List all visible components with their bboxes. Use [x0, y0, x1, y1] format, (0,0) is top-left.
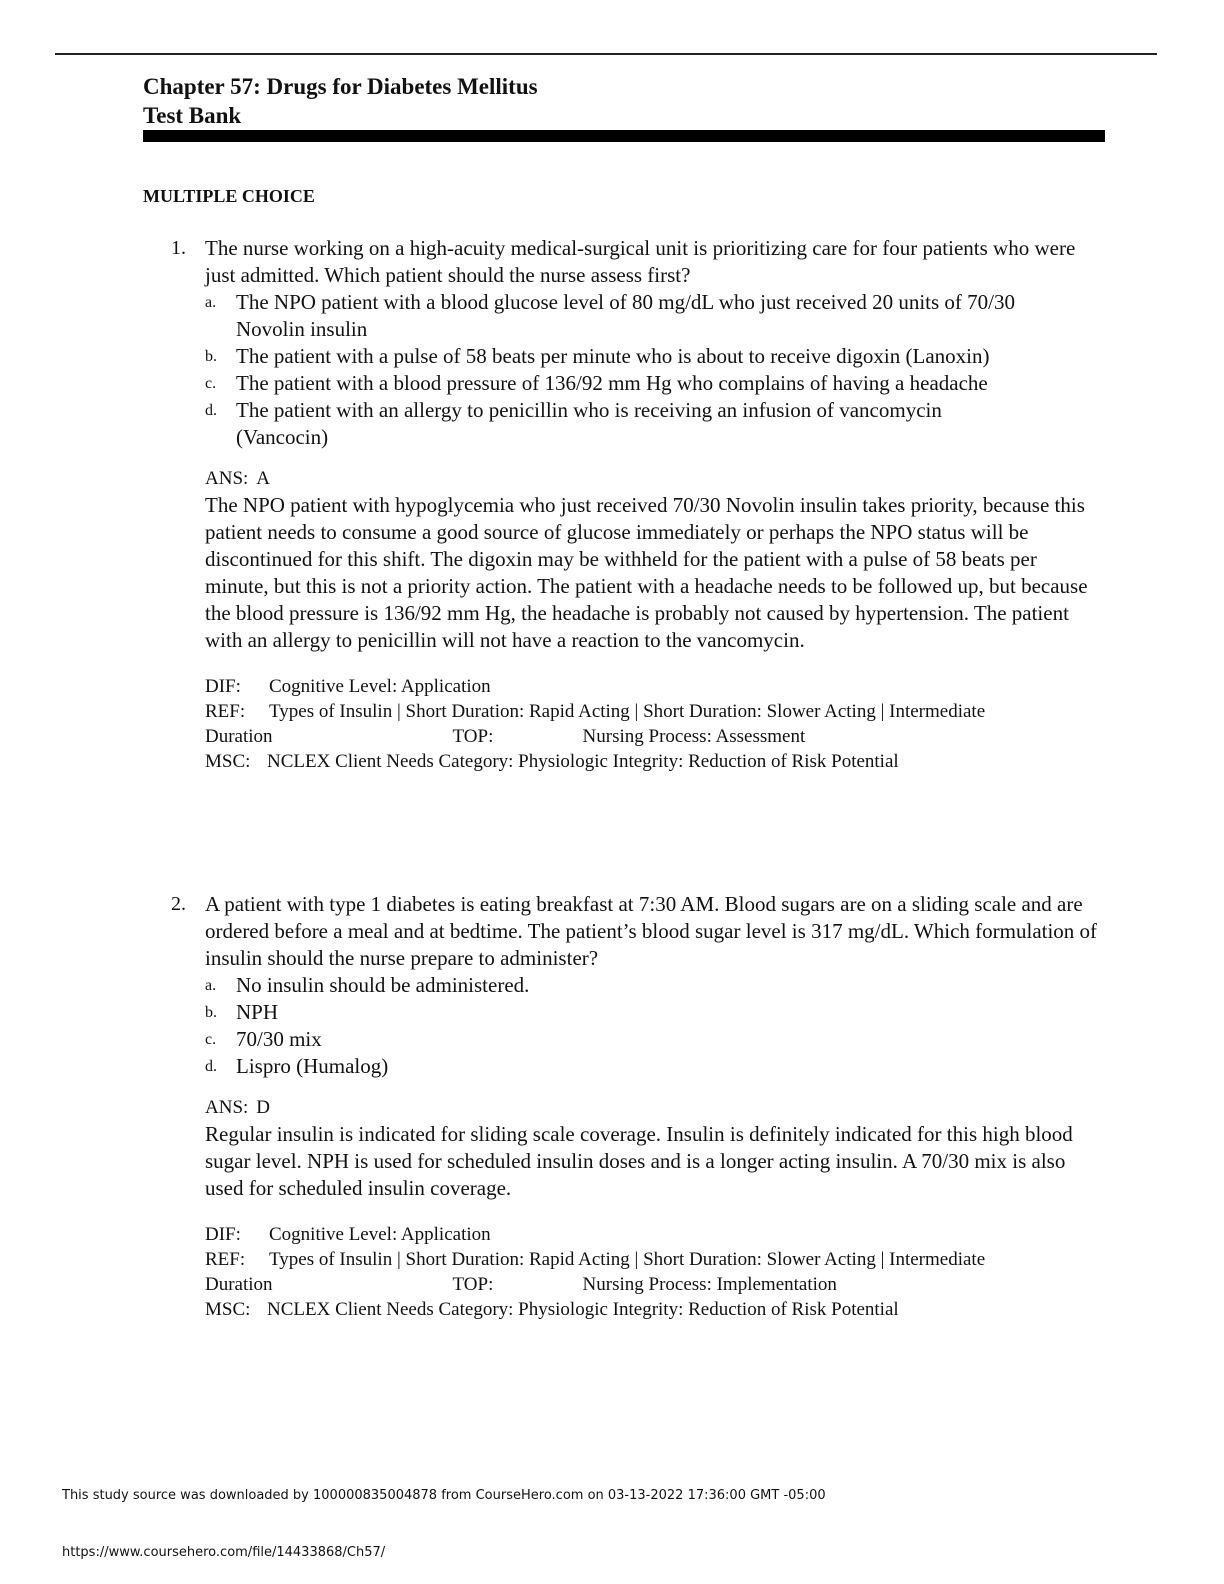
section-heading: MULTIPLE CHOICE — [143, 186, 315, 206]
option-d — [205, 1053, 1105, 1080]
option-text: No insulin should be administered. — [236, 973, 530, 997]
chapter-subtitle: Test Bank — [143, 103, 242, 128]
question-stem: A patient with type 1 diabetes is eating breakfast at 7:30 AM. Blood sugars are on a sliding scale and are ordered before a meal and at bedtime. The patient’s blood sugar level is 317 mg/dL. Which formulation of insulin should the nurse prepare to administer? — [205, 892, 1098, 970]
option-d — [205, 397, 1105, 451]
ref-continued: Duration — [205, 1274, 273, 1295]
title-bar — [143, 130, 1105, 142]
footer-url[interactable]: https://www.coursehero.com/file/14433868/Ch57/ — [62, 1545, 386, 1560]
answer-value: A — [256, 468, 271, 489]
msc-value: NCLEX Client Needs Category: Physiologic Integrity: Reduction of Risk Potential — [267, 1299, 899, 1320]
footer-source-notice: This study source was downloaded by 100000835004878 from CourseHero.com on 03-13-2022 17:36:00 GMT -05:00 — [62, 1488, 826, 1503]
option-letter: b. — [205, 348, 217, 365]
chapter-title: Chapter 57: Drugs for Diabetes Mellitus — [143, 74, 538, 99]
dif-label: DIF: — [205, 1224, 241, 1245]
option-text: The NPO patient with a blood glucose level of 80 mg/dL who just received 20 units of 70/30 Novolin insulin — [236, 290, 1015, 341]
top-label: TOP: — [452, 726, 494, 747]
top-value: Nursing Process: Assessment — [582, 726, 806, 747]
question-number: 1. — [171, 237, 186, 259]
meta-block — [205, 1222, 1105, 1322]
question-1 — [143, 235, 1105, 774]
dif-label: DIF: — [205, 676, 241, 697]
option-text: The patient with a blood pressure of 136/92 mm Hg who complains of having a headache — [236, 371, 988, 395]
option-letter: a. — [205, 977, 217, 994]
option-b — [205, 343, 1105, 370]
msc-value: NCLEX Client Needs Category: Physiologic Integrity: Reduction of Risk Potential — [267, 751, 899, 772]
option-text: Lispro (Humalog) — [236, 1054, 389, 1078]
ref-value: Types of Insulin | Short Duration: Rapid Acting | Short Duration: Slower Acting | Intermediate — [269, 701, 986, 722]
option-letter: d. — [205, 402, 217, 419]
question-2 — [143, 891, 1105, 1322]
dif-value: Cognitive Level: Application — [269, 1224, 491, 1245]
option-text: 70/30 mix — [236, 1027, 322, 1051]
top-value: Nursing Process: Implementation — [582, 1274, 837, 1295]
option-text: NPH — [236, 1000, 279, 1024]
option-a — [205, 289, 1105, 343]
top-label: TOP: — [452, 1274, 494, 1295]
option-letter: b. — [205, 1004, 217, 1021]
ref-label: REF: — [205, 701, 246, 722]
dif-value: Cognitive Level: Application — [269, 676, 491, 697]
option-letter: c. — [205, 375, 217, 392]
rationale: Regular insulin is indicated for sliding scale coverage. Insulin is definitely indicated for this high blood sugar level. NPH is used for scheduled insulin doses and is a longer acting insulin. A 70/30 mix is also used for scheduled insulin coverage. — [205, 1122, 1073, 1200]
answer-label: ANS: — [205, 468, 249, 489]
options-list — [205, 289, 1105, 451]
rationale: The NPO patient with hypoglycemia who just received 70/30 Novolin insulin takes priority, because this patient needs to consume a good source of glucose immediately or perhaps the NPO status will be discontinued for this shift. The digoxin may be withheld for the patient with a pulse of 58 beats per minute, but this is not a priority action. The patient with a headache needs to be followed up, but because the blood pressure is 136/92 mm Hg, the headache is probably not caused by hypertension. The patient with an allergy to penicillin will not have a reaction to the vancomycin. — [205, 493, 1088, 652]
option-text: The patient with a pulse of 58 beats per minute who is about to receive digoxin (Lanoxin) — [236, 344, 990, 368]
option-text: The patient with an allergy to penicillin who is receiving an infusion of vancomycin (Vancocin) — [236, 398, 942, 449]
question-stem: The nurse working on a high-acuity medical-surgical unit is prioritizing care for four patients who were just admitted. Which patient should the nurse assess first? — [205, 236, 1076, 287]
ref-value: Types of Insulin | Short Duration: Rapid Acting | Short Duration: Slower Acting | Intermediate — [269, 1249, 986, 1270]
option-letter: c. — [205, 1031, 217, 1048]
msc-label: MSC: — [205, 751, 251, 772]
answer-label: ANS: — [205, 1097, 249, 1118]
answer-value: D — [256, 1097, 271, 1118]
top-rule — [55, 53, 1157, 55]
option-c — [205, 370, 1105, 397]
meta-block — [205, 674, 1105, 774]
ref-continued: Duration — [205, 726, 273, 747]
msc-label: MSC: — [205, 1299, 251, 1320]
option-letter: d. — [205, 1058, 217, 1075]
option-c — [205, 1026, 1105, 1053]
option-b — [205, 999, 1105, 1026]
ref-label: REF: — [205, 1249, 246, 1270]
question-number: 2. — [171, 893, 186, 915]
option-letter: a. — [205, 294, 217, 311]
option-a — [205, 972, 1105, 999]
title-block — [143, 72, 538, 130]
answer-line — [205, 465, 1105, 492]
answer-line — [205, 1094, 1105, 1121]
options-list — [205, 972, 1105, 1080]
